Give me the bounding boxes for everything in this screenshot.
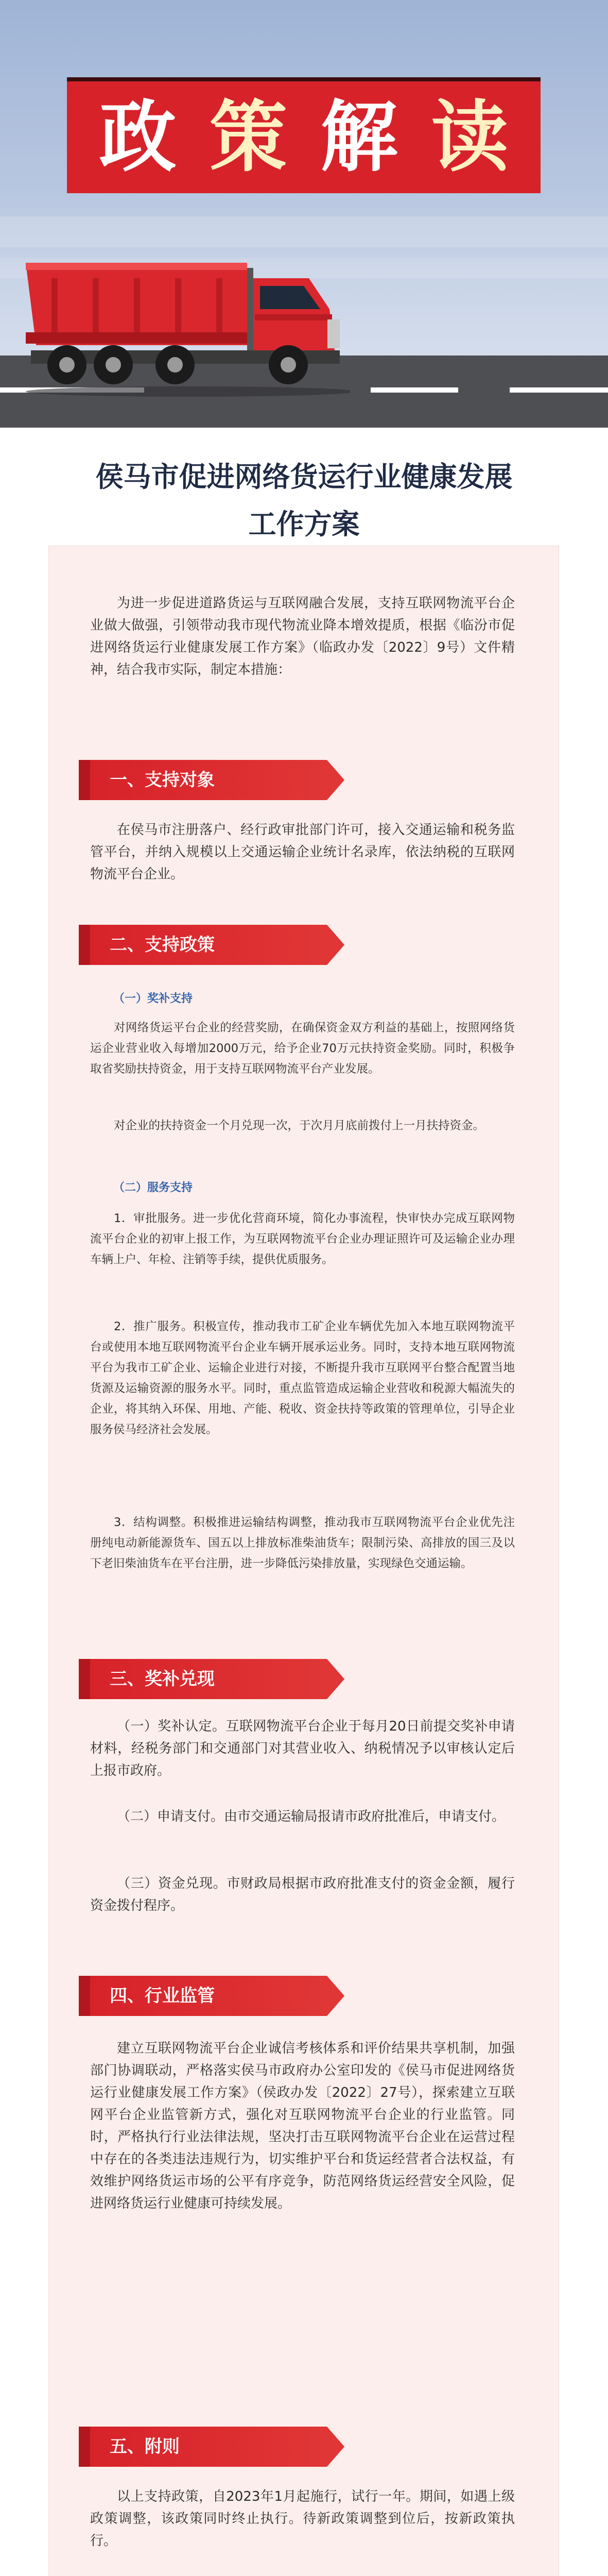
- section-2-subheading-2: （二）服务支持: [113, 1181, 193, 1194]
- document-title-line-1: 侯马市促进网络货运行业健康发展: [95, 461, 513, 493]
- section-3-paragraph-3: （三）资金兑现。市财政局根据市政府批准支付的资金金额，履行资金拨付程序。: [90, 1876, 515, 1913]
- road-stripe: [510, 387, 608, 393]
- header-illustration: [0, 0, 608, 428]
- road-stripe: [371, 387, 458, 393]
- section-3-heading: 三、奖补兑现: [90, 1659, 327, 1699]
- section-2-heading: 二、支持政策: [90, 925, 327, 965]
- section-1-heading: 一、支持对象: [90, 760, 327, 800]
- section-2-paragraph-2: 对企业的扶持资金一个月兑现一次，于次月月底前拨付上一月扶持资金。: [114, 1119, 485, 1132]
- section-2-paragraph-4: 2．推广服务。积极宣传，推动我市工矿企业车辆优先加入本地互联网物流平台或使用本地互联网物流平台企业车辆开展承运业务。同时，支持本地互联网物流平台为我市工矿企业、运输企业进行对接，不断提升我市互联网平台整合配置当地货源及运输资源的服务水平。同时，重点监管造成运输企业营收和税源大幅流失的企业，将其纳入环保、用地、产能、税收、资金扶持等政策的管理单位，引导企业服务侯马经济社会发展。: [90, 1320, 515, 1436]
- intro-paragraph: 为进一步促进道路货运与互联网融合发展，支持互联网物流平台企业做大做强，引领带动我市现代物流业降本增效提质，根据《临汾市促进网络货运行业健康发展工作方案》（临政办发〔2022〕9号）文件精神，结合我市实际，制定本措施：: [90, 596, 515, 677]
- section-2-paragraph-1: 对网络货运平台企业的经营奖励，在确保资金双方利益的基础上，按照网络货运企业营业收入每增加2000万元，给予企业70万元扶持资金奖励。同时，积极争取省奖励扶持资金，用于支持互联网物流平台产业发展。: [90, 1021, 515, 1076]
- section-2-paragraph-5: 3．结构调整。积极推进运输结构调整，推动我市互联网物流平台企业优先注册纯电动新能源货车、国五以上排放标准柴油货车；限制污染、高排放的国三及以下老旧柴油货车在平台注册，进一步降低污染排放量，实现绿色交通运输。: [90, 1516, 515, 1570]
- document-title: [0, 453, 608, 548]
- section-2-paragraph-3: 1．审批服务。进一步优化营商环境，简化办事流程，快审快办完成互联网物流平台企业的初审上报工作，为互联网物流平台企业办理证照许可及运输企业办理车辆上户、年检、注销等手续，提供优质服务。: [90, 1212, 515, 1266]
- section-1-body: 在侯马市注册落户、经行政审批部门许可，接入交通运输和税务监管平台，并纳入规模以上交通运输企业统计名录库，依法纳税的互联网物流平台企业。: [90, 822, 515, 882]
- banner-char-3: 解: [320, 92, 398, 182]
- section-5-paragraph-1: 以上支持政策，自2023年1月起施行，试行一年。期间，如遇上级政策调整，该政策同时终止执行。待新政策调整到位后，按新政策执行。: [90, 2489, 515, 2549]
- section-5-heading: 五、附则: [90, 2427, 327, 2467]
- document-title-line-2: 工作方案: [248, 508, 360, 540]
- section-4-heading: 四、行业监管: [90, 1976, 327, 2016]
- banner-char-1: 政: [99, 92, 177, 182]
- policy-banner: [67, 77, 541, 193]
- section-3-paragraph-2: （二）申请支付。由市交通运输局报请市政府批准后，申请支付。: [117, 1809, 506, 1824]
- banner-char-4: 读: [431, 92, 509, 182]
- section-4-paragraph-1: 建立互联网物流平台企业诚信考核体系和评价结果共享机制，加强部门协调联动，严格落实侯马市政府办公室印发的《侯马市促进网络货运行业健康发展工作方案》（侯政办发〔2022〕27号），探索建立互联网平台企业监管新方式，强化对互联网物流平台企业的行业监管。同时，严格执行行业法律法规，坚决打击互联网物流平台企业在运营过程中存在的各类违法违规行为，切实维护平台和货运经营者合法权益，有效维护网络货运市场的公平有序竞争，防范网络货运经营安全风险，促进网络货运行业健康可持续发展。: [90, 2041, 515, 2211]
- section-5-paragraph-2: [90, 2573, 515, 2576]
- section-3-paragraph-1: （一）奖补认定。互联网物流平台企业于每月20日前提交奖补申请材料，经税务部门和交通部门对其营业收入、纳税情况予以审核认定后上报市政府。: [90, 1719, 515, 1778]
- banner-char-2: 策: [210, 92, 287, 182]
- section-2-subheading-1: （一）奖补支持: [113, 992, 193, 1005]
- truck-icon: [21, 242, 350, 397]
